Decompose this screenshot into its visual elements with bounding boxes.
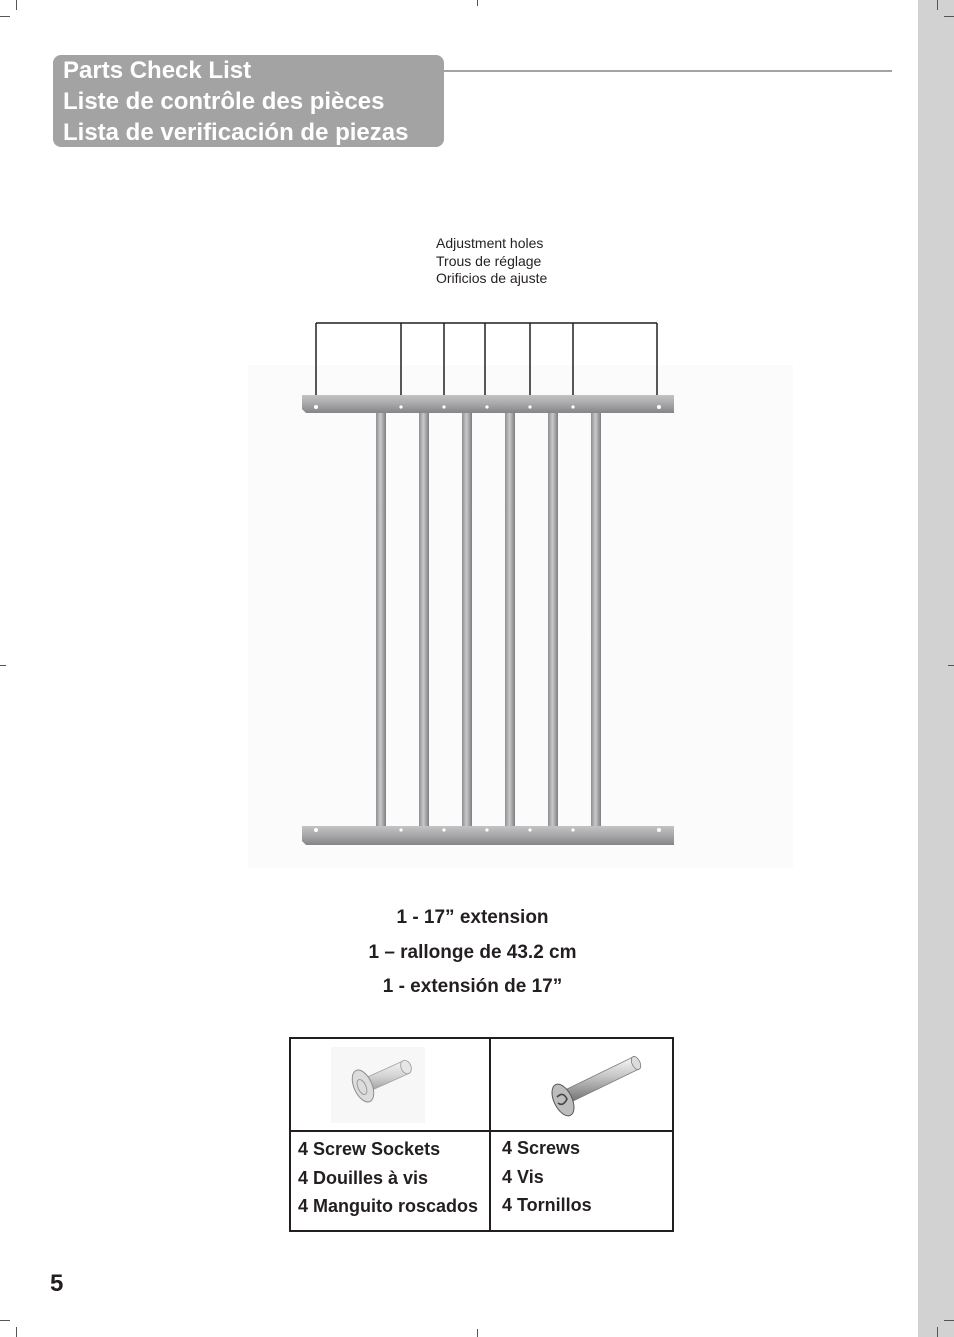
extension-caption-es: 1 - extensión de 17” — [382, 976, 563, 997]
socket-image-cell — [289, 1037, 491, 1132]
gate-bar — [419, 412, 429, 826]
screw-image-cell — [489, 1037, 674, 1132]
socket-label-cell — [289, 1130, 491, 1232]
screw-icon — [491, 1039, 672, 1130]
top-rail — [302, 395, 674, 413]
extension-caption-en: 1 - 17” extension — [396, 907, 549, 928]
screw-socket-icon — [291, 1039, 489, 1130]
header-title-es: Lista de verificación de piezas — [63, 119, 409, 146]
page-number: 5 — [50, 1270, 64, 1297]
screw-sockets-es: 4 Manguito roscados — [298, 1196, 479, 1216]
gate-bar — [462, 412, 472, 826]
adjustment-holes-es: Orificios de ajuste — [436, 270, 548, 286]
crop-mark — [477, 1329, 478, 1337]
header-title-en: Parts Check List — [63, 57, 252, 84]
hardware-table — [289, 1037, 674, 1232]
gate-bar — [505, 412, 515, 826]
screws-en: 4 Screws — [502, 1138, 581, 1158]
screw-label-cell — [489, 1130, 674, 1232]
header-title-fr: Liste de contrôle des pièces — [63, 88, 385, 115]
screw-sockets-fr: 4 Douilles à vis — [298, 1167, 429, 1188]
screws-es: 4 Tornillos — [502, 1195, 592, 1215]
photo-backdrop — [248, 365, 793, 868]
extension-caption-fr: 1 – rallonge de 43.2 cm — [368, 942, 577, 963]
gate-bar — [591, 412, 601, 826]
gate-bar — [376, 412, 386, 826]
adjustment-holes-en: Adjustment holes — [436, 235, 544, 251]
crop-mark — [937, 1327, 938, 1337]
gate-bar — [548, 412, 558, 826]
screws-fr: 4 Vis — [502, 1166, 544, 1187]
bottom-rail — [302, 826, 674, 845]
crop-mark — [944, 1320, 954, 1321]
crop-mark — [0, 1320, 10, 1321]
crop-mark — [16, 1327, 17, 1337]
screw-sockets-en: 4 Screw Sockets — [298, 1139, 441, 1159]
adjustment-holes-fr: Trous de réglage — [436, 252, 542, 269]
